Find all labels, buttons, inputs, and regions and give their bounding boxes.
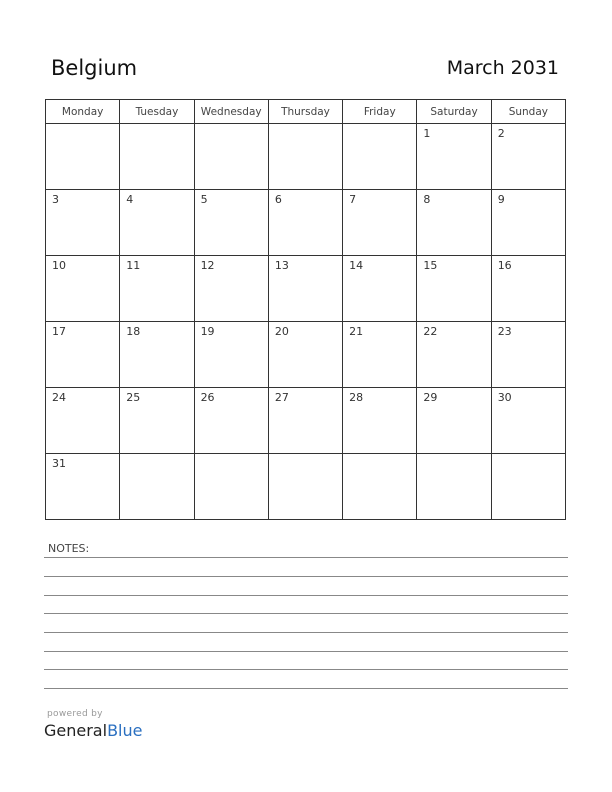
notes-line	[44, 557, 568, 558]
day-cell	[268, 388, 342, 454]
powered-by-text: powered by	[47, 709, 103, 719]
brand-logo	[44, 721, 142, 740]
weekday-header: Thursday	[268, 100, 342, 124]
day-cell	[120, 454, 194, 520]
day-number: 8	[423, 193, 431, 206]
day-number: 4	[126, 193, 134, 206]
day-cell	[46, 454, 120, 520]
notes-line	[44, 632, 568, 633]
day-number: 20	[274, 325, 289, 338]
week-row	[46, 124, 566, 190]
day-number: 24	[52, 391, 66, 404]
day-number: 15	[423, 259, 438, 272]
day-cell	[46, 190, 120, 256]
day-number: 28	[349, 391, 364, 404]
brand-blue: Blue	[107, 721, 143, 740]
day-cell	[194, 124, 268, 190]
day-number	[46, 124, 119, 127]
week-row	[46, 322, 566, 388]
day-cell	[268, 454, 342, 520]
day-number: 11	[126, 259, 141, 272]
day-number	[343, 124, 416, 127]
calendar-grid	[45, 99, 566, 520]
day-cell	[46, 388, 120, 454]
day-cell	[417, 124, 491, 190]
weekday-header: Monday	[46, 100, 120, 124]
notes-line	[44, 576, 568, 577]
day-cell	[491, 190, 565, 256]
day-cell	[268, 190, 342, 256]
day-number: 1	[423, 127, 431, 140]
day-number: 23	[497, 325, 512, 338]
day-number	[195, 454, 268, 457]
weekday-header-row	[46, 100, 566, 124]
day-number: 26	[200, 391, 215, 404]
day-number: 31	[52, 457, 66, 470]
day-number	[417, 454, 490, 457]
day-cell	[120, 124, 194, 190]
day-cell	[417, 190, 491, 256]
day-number: 22	[423, 325, 438, 338]
day-cell	[417, 322, 491, 388]
day-number: 2	[497, 127, 505, 140]
day-cell	[343, 190, 417, 256]
day-number: 7	[349, 193, 357, 206]
day-cell	[120, 322, 194, 388]
day-cell	[268, 256, 342, 322]
weekday-header: Wednesday	[194, 100, 268, 124]
day-cell	[268, 124, 342, 190]
day-number: 29	[423, 391, 438, 404]
day-cell	[417, 388, 491, 454]
day-cell	[194, 388, 268, 454]
day-cell	[491, 256, 565, 322]
day-number: 13	[274, 259, 289, 272]
day-number: 25	[126, 391, 141, 404]
day-cell	[343, 388, 417, 454]
day-number: 27	[274, 391, 289, 404]
day-number: 12	[200, 259, 215, 272]
notes-line	[44, 595, 568, 596]
day-number	[492, 454, 565, 457]
day-cell	[491, 322, 565, 388]
day-cell	[268, 322, 342, 388]
day-cell	[46, 256, 120, 322]
day-cell	[343, 322, 417, 388]
day-number	[269, 124, 342, 127]
day-cell	[194, 190, 268, 256]
day-cell	[194, 256, 268, 322]
day-number: 5	[200, 193, 208, 206]
day-number	[343, 454, 416, 457]
weekday-header: Sunday	[491, 100, 565, 124]
day-cell	[194, 322, 268, 388]
week-row	[46, 256, 566, 322]
day-cell	[491, 454, 565, 520]
notes-label: NOTES:	[48, 542, 90, 555]
week-row	[46, 454, 566, 520]
day-cell	[417, 454, 491, 520]
day-number: 21	[349, 325, 364, 338]
day-number: 18	[126, 325, 141, 338]
day-number: 16	[497, 259, 512, 272]
day-number: 30	[497, 391, 512, 404]
day-number: 9	[497, 193, 505, 206]
day-number	[120, 454, 193, 457]
notes-line	[44, 688, 568, 689]
notes-line	[44, 613, 568, 614]
day-number	[195, 124, 268, 127]
day-cell	[343, 124, 417, 190]
day-cell	[491, 388, 565, 454]
day-cell	[120, 190, 194, 256]
notes-line	[44, 669, 568, 670]
brand-general: General	[44, 721, 108, 740]
day-cell	[120, 388, 194, 454]
day-cell	[120, 256, 194, 322]
day-number: 14	[349, 259, 364, 272]
weekday-header: Saturday	[417, 100, 491, 124]
day-number: 10	[52, 259, 66, 272]
day-cell	[46, 124, 120, 190]
day-number: 19	[200, 325, 215, 338]
day-cell	[46, 322, 120, 388]
day-number: 3	[52, 193, 59, 206]
day-cell	[343, 256, 417, 322]
day-number	[120, 124, 193, 127]
day-cell	[194, 454, 268, 520]
country-title: Belgium	[51, 56, 138, 80]
month-title: March 2031	[446, 57, 559, 79]
week-row	[46, 190, 566, 256]
notes-line	[44, 651, 568, 652]
day-cell	[343, 454, 417, 520]
weekday-header: Tuesday	[120, 100, 194, 124]
day-number: 17	[52, 325, 66, 338]
day-cell	[491, 124, 565, 190]
weekday-header: Friday	[343, 100, 417, 124]
day-number: 6	[274, 193, 282, 206]
day-cell	[417, 256, 491, 322]
day-number	[269, 454, 342, 457]
week-row	[46, 388, 566, 454]
